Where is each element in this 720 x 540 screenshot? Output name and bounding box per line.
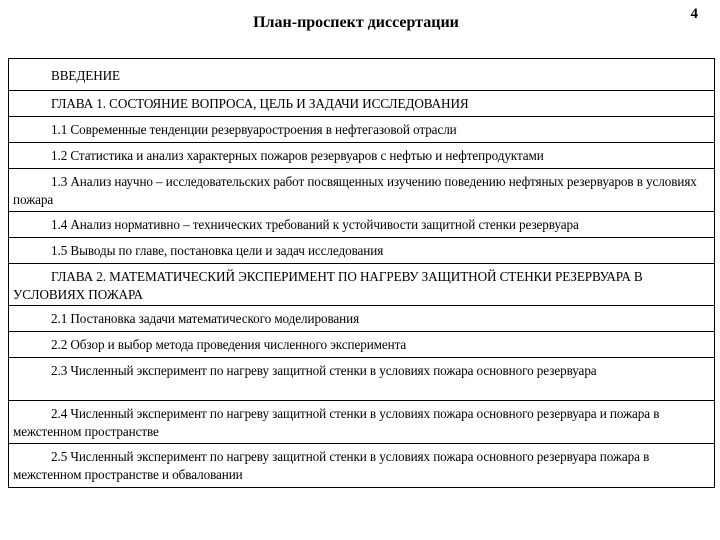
toc-row-1-1: 1.1 Современные тенденции резервуаростроения в нефтегазовой отрасли (9, 117, 714, 143)
toc-table (8, 58, 715, 488)
document-title-text: План-проспект диссертации (253, 14, 459, 31)
document-title (0, 14, 720, 32)
toc-row-chapter-1: ГЛАВА 1. СОСТОЯНИЕ ВОПРОСА, ЦЕЛЬ И ЗАДАЧИ ИССЛЕДОВАНИЯ (9, 91, 714, 117)
toc-row-2-1: 2.1 Постановка задачи математического моделирования (9, 306, 714, 332)
toc-row-1-3: 1.3 Анализ научно – исследовательских работ посвященных изучению поведению нефтяных резервуаров в условиях пожара (9, 169, 714, 212)
toc-row-1-2: 1.2 Статистика и анализ характерных пожаров резервуаров с нефтью и нефтепродуктами (9, 143, 714, 169)
toc-row-2-4: 2.4 Численный эксперимент по нагреву защитной стенки в условиях пожара основного резервуара и пожара в межстенном пространстве (9, 401, 714, 444)
toc-row-1-4: 1.4 Анализ нормативно – технических требований к устойчивости защитной стенки резервуара (9, 212, 714, 238)
toc-row-2-2: 2.2 Обзор и выбор метода проведения численного эксперимента (9, 332, 714, 358)
toc-row-1-5: 1.5 Выводы по главе, постановка цели и задач исследования (9, 238, 714, 264)
toc-row-2-3: 2.3 Численный эксперимент по нагреву защитной стенки в условиях пожара основного резервуара (9, 358, 714, 401)
toc-row-2-5: 2.5 Численный эксперимент по нагреву защитной стенки в условиях пожара основного резервуара пожара в межстенном пространстве и обваловании (13, 449, 650, 482)
page-number: 4 (690, 6, 698, 22)
toc-row-chapter-2: ГЛАВА 2. МАТЕМАТИЧЕСКИЙ ЭКСПЕРИМЕНТ ПО НАГРЕВУ ЗАЩИТНОЙ СТЕНКИ РЕЗЕРВУАРА В УСЛОВИЯХ ПОЖАРА (9, 264, 714, 306)
toc-row-introduction: ВВЕДЕНИЕ (9, 59, 714, 91)
